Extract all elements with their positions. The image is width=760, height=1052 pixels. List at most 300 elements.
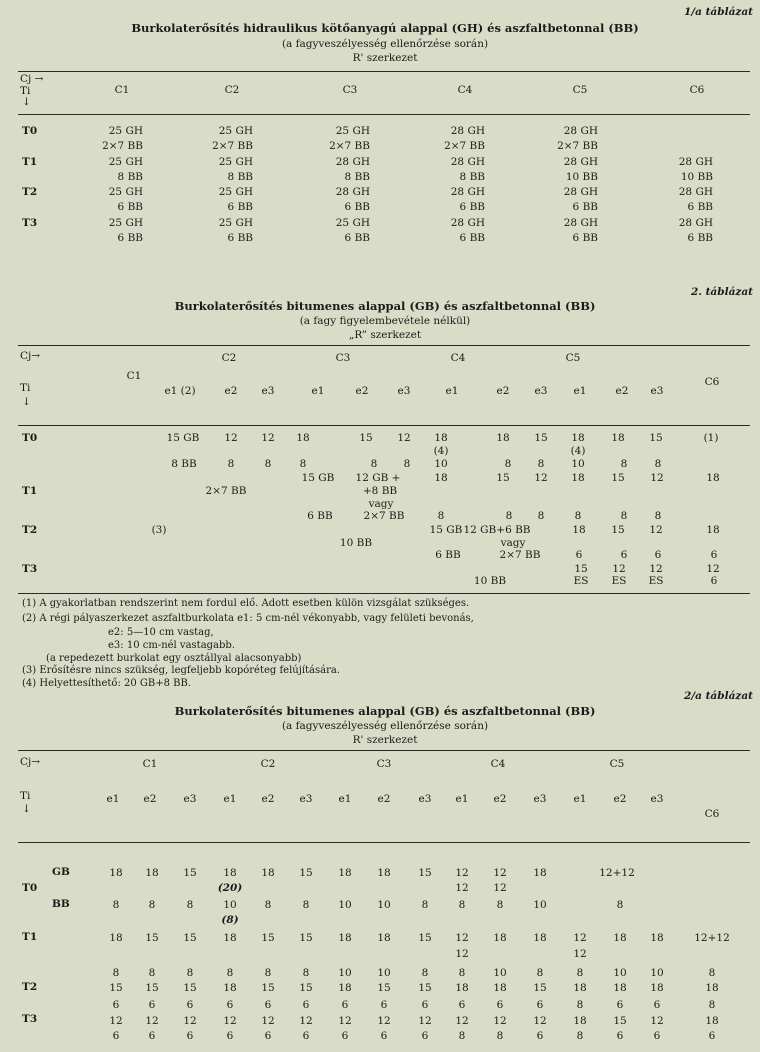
table-cell: 18 bbox=[572, 524, 586, 536]
table-cell: 18 bbox=[223, 982, 237, 994]
table-cell: 12+12 bbox=[599, 867, 635, 879]
table-cell: 15 bbox=[299, 982, 313, 994]
down-arrow-icon: ↓ bbox=[22, 96, 31, 108]
table-number: 2/a táblázat bbox=[683, 690, 753, 702]
table-cell: 8 bbox=[264, 899, 272, 911]
table-subtitle: (a fagyveszélyesség ellenőrzése során) bbox=[281, 38, 489, 50]
table-cell: 6 bbox=[575, 549, 583, 561]
sub-column-header: e2 bbox=[355, 385, 369, 397]
sub-column-header: e1 bbox=[338, 793, 352, 805]
table-cell: 15 GB bbox=[429, 524, 463, 536]
table-cell: 10 BB bbox=[680, 171, 713, 183]
table-cell: 15 bbox=[534, 432, 548, 444]
table-cell: 15 GB bbox=[301, 472, 335, 484]
table-cell: 18 bbox=[377, 932, 391, 944]
column-group-c3: C3 bbox=[376, 758, 392, 770]
table-cell: 6 BB bbox=[572, 232, 598, 244]
table-cell: 8 bbox=[437, 510, 445, 522]
table-title: Burkolaterősítés bitumenes alappal (GB) és aszfaltbetonnal (BB) bbox=[174, 299, 596, 313]
column-header-c1: C1 bbox=[126, 370, 142, 382]
table-cell: 25 GH bbox=[218, 186, 253, 198]
table-cell: 10 bbox=[613, 967, 627, 979]
sub-column-header: e3 bbox=[261, 385, 275, 397]
table-cell: 2×7 BB bbox=[557, 140, 598, 152]
rule bbox=[18, 750, 750, 751]
table-cell: 15 GB bbox=[166, 432, 200, 444]
table-cell: 25 GH bbox=[335, 125, 370, 137]
sub-column-header: e2 bbox=[143, 793, 157, 805]
column-header-c1: C1 bbox=[114, 84, 130, 96]
sub-column-header: e3 bbox=[183, 793, 197, 805]
table-cell: (20) bbox=[217, 882, 243, 894]
table-cell: 8 BB bbox=[117, 171, 143, 183]
table-cell: 12 bbox=[299, 1015, 313, 1027]
table-cell: 6 bbox=[264, 1030, 272, 1042]
table-cell: 10 bbox=[377, 899, 391, 911]
table-number: 1/a táblázat bbox=[683, 6, 753, 18]
table-cell: 15 bbox=[418, 867, 432, 879]
sub-column-header: e3 bbox=[533, 793, 547, 805]
table-cell: 12 GB + bbox=[355, 472, 401, 484]
table-cell: 15 bbox=[418, 932, 432, 944]
table-cell: 6 BB bbox=[459, 201, 485, 213]
row-label-t2: T2 bbox=[22, 524, 38, 536]
table-cell: vagy bbox=[500, 537, 526, 549]
table-cell: 15 bbox=[496, 472, 510, 484]
table-cell: 18 bbox=[223, 932, 237, 944]
table-cell: 8 BB bbox=[459, 171, 485, 183]
table-cell: (1) bbox=[703, 432, 719, 444]
table-cell: 12 bbox=[261, 432, 275, 444]
table-cell: 8 bbox=[186, 899, 194, 911]
table-cell: 12 bbox=[455, 867, 469, 879]
table-cell: 25 GH bbox=[218, 156, 253, 168]
table-cell: 6 bbox=[536, 1030, 544, 1042]
table-cell: 8 bbox=[536, 967, 544, 979]
table-cell: 12 bbox=[455, 932, 469, 944]
table-cell: 12 bbox=[533, 1015, 547, 1027]
column-header-c4: C4 bbox=[457, 84, 473, 96]
cj-label: Cj→ bbox=[20, 756, 41, 768]
table-cell: 12 GB+6 BB bbox=[463, 524, 531, 536]
rule bbox=[18, 593, 750, 594]
table-cell: 12 bbox=[573, 948, 587, 960]
table-cell: 8 bbox=[537, 458, 545, 470]
footnote: e3: 10 cm-nél vastagabb. bbox=[108, 640, 235, 651]
table-cell: 18 bbox=[533, 867, 547, 879]
table-cell: 25 GH bbox=[108, 217, 143, 229]
table-title: Burkolaterősítés bitumenes alappal (GB) és aszfaltbetonnal (BB) bbox=[174, 704, 596, 718]
table-cell: 15 bbox=[377, 982, 391, 994]
table-cell: 18 bbox=[533, 932, 547, 944]
row-label-t2: T2 bbox=[22, 981, 38, 993]
table-cell: 25 GH bbox=[335, 217, 370, 229]
sub-column-header: e2 bbox=[613, 793, 627, 805]
table-cell: 18 bbox=[705, 982, 719, 994]
table-cell: 12 bbox=[109, 1015, 123, 1027]
table-cell: 8 bbox=[112, 899, 120, 911]
table-cell: 28 GH bbox=[563, 217, 598, 229]
table-cell: 6 bbox=[496, 999, 504, 1011]
table-cell: 2×7 BB bbox=[499, 549, 541, 561]
table-cell: 28 GH bbox=[678, 186, 713, 198]
table-cell: 18 bbox=[706, 524, 720, 536]
table-cell: 8 bbox=[708, 967, 716, 979]
table-cell: ES bbox=[611, 575, 627, 587]
table-cell: 10 bbox=[533, 899, 547, 911]
table-cell: 6 BB bbox=[307, 510, 333, 522]
table-cell: 18 bbox=[571, 432, 585, 444]
row-label-t0: T0 bbox=[22, 125, 38, 137]
table-cell: 18 bbox=[338, 982, 352, 994]
table-cell: 15 bbox=[574, 563, 588, 575]
sub-column-header: e3 bbox=[534, 385, 548, 397]
sub-column-header: e2 bbox=[615, 385, 629, 397]
table-cell: 15 bbox=[533, 982, 547, 994]
table-cell: 15 bbox=[183, 867, 197, 879]
table-cell: 6 BB bbox=[435, 549, 461, 561]
table-cell: 18 bbox=[493, 982, 507, 994]
table-cell: 8 bbox=[148, 899, 156, 911]
table-cell: 25 GH bbox=[218, 125, 253, 137]
table-cell: 8 bbox=[574, 510, 582, 522]
table-cell: 6 bbox=[458, 999, 466, 1011]
table-cell: 10 bbox=[338, 967, 352, 979]
table-cell: 12 bbox=[649, 524, 663, 536]
column-group-c4: C4 bbox=[490, 758, 506, 770]
sub-column-header: e1 bbox=[573, 793, 587, 805]
row-label-t1: T1 bbox=[22, 485, 38, 497]
table-cell: 8 bbox=[654, 458, 662, 470]
table-cell: 10 bbox=[571, 458, 585, 470]
table-cell: 10 bbox=[434, 458, 448, 470]
footnote: (4) Helyettesíthető: 20 GB+8 BB. bbox=[22, 678, 192, 689]
table-cell: 8 bbox=[421, 899, 429, 911]
table-cell: 6 BB bbox=[459, 232, 485, 244]
table-cell: 15 bbox=[183, 932, 197, 944]
table-cell: 18 bbox=[338, 867, 352, 879]
table-cell: 2×7 BB bbox=[212, 140, 253, 152]
table-cell: 18 bbox=[650, 982, 664, 994]
table-cell: (3) bbox=[151, 524, 167, 536]
table-cell: 15 bbox=[261, 932, 275, 944]
table-cell: 6 bbox=[148, 1030, 156, 1042]
table-cell: 18 bbox=[296, 432, 310, 444]
table-cell: 10 bbox=[377, 967, 391, 979]
column-group-c5: C5 bbox=[609, 758, 625, 770]
cj-label: Cj→ bbox=[20, 350, 41, 362]
gb-label: GB bbox=[52, 866, 70, 878]
table-cell: 6 bbox=[380, 999, 388, 1011]
rule bbox=[18, 345, 750, 346]
table-cell: 8 bbox=[370, 458, 378, 470]
table-cell: 28 GH bbox=[335, 186, 370, 198]
table-cell: 18 bbox=[571, 472, 585, 484]
table-cell: 6 bbox=[536, 999, 544, 1011]
table-cell: 8 bbox=[458, 1030, 466, 1042]
table-cell: 18 bbox=[434, 432, 448, 444]
table-number: 2. táblázat bbox=[690, 286, 753, 298]
table-cell: 6 bbox=[653, 999, 661, 1011]
table-cell: 28 GH bbox=[678, 156, 713, 168]
sub-column-header: e1 bbox=[455, 793, 469, 805]
table-cell: (4) bbox=[570, 445, 586, 457]
sub-column-header: e1 bbox=[106, 793, 120, 805]
footnote: (a repedezett burkolat egy osztállyal alacsonyabb) bbox=[46, 653, 302, 664]
table-cell: 12 bbox=[649, 563, 663, 575]
table-cell: 18 bbox=[496, 432, 510, 444]
sub-column-header: e1 bbox=[573, 385, 587, 397]
rule bbox=[18, 71, 750, 72]
table-cell: 8 BB bbox=[171, 458, 197, 470]
table-cell: 6 BB bbox=[344, 232, 370, 244]
table-cell: 12 bbox=[455, 882, 469, 894]
table-cell: 15 bbox=[418, 982, 432, 994]
cj-label: Cj → bbox=[20, 73, 44, 85]
table-cell: 28 GH bbox=[450, 156, 485, 168]
table-cell: 6 bbox=[186, 1030, 194, 1042]
table-cell: 10 bbox=[223, 899, 237, 911]
table-cell: 28 GH bbox=[335, 156, 370, 168]
table-cell: 15 bbox=[649, 432, 663, 444]
table-cell: 6 bbox=[616, 1030, 624, 1042]
sub-column-header: e3 bbox=[397, 385, 411, 397]
table-cell: 6 bbox=[421, 999, 429, 1011]
table-cell: vagy bbox=[368, 498, 394, 510]
sub-column-header: e3 bbox=[299, 793, 313, 805]
sub-column-header: e2 bbox=[224, 385, 238, 397]
table-cell: 6 bbox=[654, 549, 662, 561]
table-cell: 6 BB bbox=[227, 201, 253, 213]
table-cell: 18 bbox=[493, 932, 507, 944]
ti-label: Ti bbox=[20, 85, 31, 97]
table-cell: 12 bbox=[650, 1015, 664, 1027]
table-cell: 6 bbox=[341, 1030, 349, 1042]
table-cell: 28 GH bbox=[450, 125, 485, 137]
table-cell: 12 bbox=[377, 1015, 391, 1027]
table-cell: 10 bbox=[650, 967, 664, 979]
row-label-t3: T3 bbox=[22, 217, 38, 229]
table-cell: 12 bbox=[418, 1015, 432, 1027]
sub-column-header: e3 bbox=[650, 793, 664, 805]
table-cell: 6 bbox=[421, 1030, 429, 1042]
column-group-c5: C5 bbox=[565, 352, 581, 364]
table-cell: 18 bbox=[573, 1015, 587, 1027]
table-cell: 8 bbox=[148, 967, 156, 979]
table-cell: 8 bbox=[620, 510, 628, 522]
table-cell: 8 bbox=[537, 510, 545, 522]
table-cell: 12 bbox=[573, 932, 587, 944]
rule bbox=[18, 425, 750, 426]
table-cell: 18 bbox=[109, 932, 123, 944]
table-cell: 10 BB bbox=[565, 171, 598, 183]
table-cell: 10 bbox=[493, 967, 507, 979]
table-cell: 8 bbox=[112, 967, 120, 979]
table-subtitle: (a fagyveszélyesség ellenőrzése során) bbox=[281, 720, 489, 732]
table-cell: 6 BB bbox=[344, 201, 370, 213]
table-cell: 2×7 BB bbox=[102, 140, 143, 152]
table-cell: 8 bbox=[458, 899, 466, 911]
table-cell: 6 bbox=[341, 999, 349, 1011]
table-cell: 12 bbox=[650, 472, 664, 484]
table-cell: 8 bbox=[264, 458, 272, 470]
table-cell: 8 bbox=[302, 899, 310, 911]
column-header-c3: C3 bbox=[342, 84, 358, 96]
table-cell: 6 BB bbox=[572, 201, 598, 213]
table-cell: 10 bbox=[338, 899, 352, 911]
table-cell: (4) bbox=[433, 445, 449, 457]
row-label-t1: T1 bbox=[22, 156, 38, 168]
structure-label: „R” szerkezet bbox=[348, 329, 422, 341]
table-cell: 28 GH bbox=[563, 186, 598, 198]
table-cell: 12 bbox=[338, 1015, 352, 1027]
sub-column-header: e3 bbox=[650, 385, 664, 397]
table-cell: ES bbox=[573, 575, 589, 587]
ti-label: Ti bbox=[20, 382, 31, 394]
table-cell: 18 bbox=[145, 867, 159, 879]
table-cell: 6 BB bbox=[687, 232, 713, 244]
table-cell: 6 bbox=[380, 1030, 388, 1042]
table-cell: 8 bbox=[299, 458, 307, 470]
table-cell: 12 bbox=[261, 1015, 275, 1027]
table-cell: 15 bbox=[109, 982, 123, 994]
table-cell: 8 bbox=[496, 899, 504, 911]
row-label-t0: T0 bbox=[22, 882, 38, 894]
table-cell: 12 bbox=[534, 472, 548, 484]
table-cell: 25 GH bbox=[108, 156, 143, 168]
sub-column-header: e2 bbox=[377, 793, 391, 805]
table-cell: 15 bbox=[359, 432, 373, 444]
table-cell: 6 bbox=[302, 1030, 310, 1042]
table-cell: 6 bbox=[264, 999, 272, 1011]
table-cell: 2×7 BB bbox=[444, 140, 485, 152]
table-cell: 12+12 bbox=[694, 932, 730, 944]
sub-column-header: e3 bbox=[418, 793, 432, 805]
table-cell: 8 bbox=[576, 967, 584, 979]
table-cell: 28 GH bbox=[450, 186, 485, 198]
table-cell: 18 bbox=[573, 982, 587, 994]
table-cell: 8 bbox=[458, 967, 466, 979]
table-cell: 2×7 BB bbox=[205, 485, 247, 497]
table-cell: 28 GH bbox=[563, 125, 598, 137]
sub-column-header: e1 bbox=[445, 385, 459, 397]
table-title: Burkolaterősítés hidraulikus kötőanyagú alappal (GH) és aszfaltbetonnal (BB) bbox=[131, 21, 639, 35]
table-cell: 6 bbox=[616, 999, 624, 1011]
sub-column-header: e1 bbox=[311, 385, 325, 397]
table-cell: 18 bbox=[613, 982, 627, 994]
table-cell: 12 bbox=[455, 948, 469, 960]
structure-label: R' szerkezet bbox=[352, 734, 418, 746]
sub-column-header: e2 bbox=[493, 793, 507, 805]
table-cell: 6 bbox=[186, 999, 194, 1011]
table-cell: 12 bbox=[223, 1015, 237, 1027]
table-cell: 8 bbox=[504, 458, 512, 470]
table-cell: +8 BB bbox=[362, 485, 398, 497]
table-cell: 6 bbox=[653, 1030, 661, 1042]
table-cell: 18 bbox=[109, 867, 123, 879]
table-cell: 6 bbox=[708, 1030, 716, 1042]
table-cell: 25 GH bbox=[218, 217, 253, 229]
table-cell: 18 bbox=[613, 932, 627, 944]
table-cell: 12 bbox=[455, 1015, 469, 1027]
table-cell: ES bbox=[648, 575, 664, 587]
table-cell: 8 bbox=[505, 510, 513, 522]
table-cell: 18 bbox=[377, 867, 391, 879]
table-cell: 12 bbox=[224, 432, 238, 444]
footnote: e2: 5—10 cm vastag, bbox=[108, 627, 214, 638]
column-group-c1: C1 bbox=[142, 758, 158, 770]
table-cell: 12 bbox=[397, 432, 411, 444]
table-cell: 6 bbox=[112, 1030, 120, 1042]
table-cell: 18 bbox=[706, 472, 720, 484]
row-label-t3: T3 bbox=[22, 563, 38, 575]
table-cell: 18 bbox=[338, 932, 352, 944]
table-cell: 6 bbox=[710, 549, 718, 561]
down-arrow-icon: ↓ bbox=[22, 396, 31, 408]
table-cell: 10 BB bbox=[473, 575, 507, 587]
table-cell: 6 bbox=[620, 549, 628, 561]
table-cell: 6 BB bbox=[117, 232, 143, 244]
table-cell: 8 BB bbox=[344, 171, 370, 183]
table-cell: 12 bbox=[706, 563, 720, 575]
table-cell: 12 bbox=[493, 867, 507, 879]
table-cell: 28 GH bbox=[563, 156, 598, 168]
table-cell: 28 GH bbox=[450, 217, 485, 229]
table-cell: 8 bbox=[227, 458, 235, 470]
table-cell: 8 bbox=[421, 967, 429, 979]
table-cell: 25 GH bbox=[108, 186, 143, 198]
footnote: (2) A régi pályaszerkezet aszfaltburkolata e1: 5 cm-nél vékonyabb, vagy felületi bevonás, bbox=[22, 613, 474, 624]
footnote: (1) A gyakorlatban rendszerint nem fordul elő. Adott esetben külön vizsgálat szükséges. bbox=[22, 598, 470, 609]
row-label-t2: T2 bbox=[22, 186, 38, 198]
table-cell: 25 GH bbox=[108, 125, 143, 137]
table-cell: 15 bbox=[145, 982, 159, 994]
table-cell: 6 bbox=[226, 999, 234, 1011]
column-group-c2: C2 bbox=[221, 352, 237, 364]
column-group-c4: C4 bbox=[450, 352, 466, 364]
column-header-c6: C6 bbox=[704, 808, 720, 820]
table-cell: 2×7 BB bbox=[329, 140, 370, 152]
table-cell: 6 bbox=[302, 999, 310, 1011]
table-cell: 18 bbox=[223, 867, 237, 879]
table-cell: 8 bbox=[226, 967, 234, 979]
table-cell: 12 bbox=[493, 1015, 507, 1027]
table-cell: 6 bbox=[226, 1030, 234, 1042]
table-cell: 8 bbox=[654, 510, 662, 522]
table-cell: 15 bbox=[261, 982, 275, 994]
table-cell: (8) bbox=[221, 914, 239, 926]
table-cell: 15 bbox=[299, 867, 313, 879]
table-cell: 8 bbox=[496, 1030, 504, 1042]
table-cell: 15 bbox=[611, 472, 625, 484]
table-cell: 12 bbox=[183, 1015, 197, 1027]
table-cell: 6 bbox=[710, 575, 718, 587]
table-cell: 8 BB bbox=[227, 171, 253, 183]
table-cell: 8 bbox=[576, 1030, 584, 1042]
column-header-c6: C6 bbox=[689, 84, 705, 96]
sub-column-header: e1 (2) bbox=[164, 385, 196, 397]
column-header-c2: C2 bbox=[224, 84, 240, 96]
table-cell: 6 BB bbox=[117, 201, 143, 213]
table-cell: 18 bbox=[705, 1015, 719, 1027]
footnote: (3) Erősítésre nincs szükség, legfeljebb kopóréteg felújítására. bbox=[22, 665, 341, 676]
table-cell: 15 bbox=[183, 982, 197, 994]
ti-label: Ti bbox=[20, 790, 31, 802]
table-cell: 8 bbox=[264, 967, 272, 979]
table-cell: 6 BB bbox=[227, 232, 253, 244]
column-group-c2: C2 bbox=[260, 758, 276, 770]
table-cell: 18 bbox=[434, 472, 448, 484]
